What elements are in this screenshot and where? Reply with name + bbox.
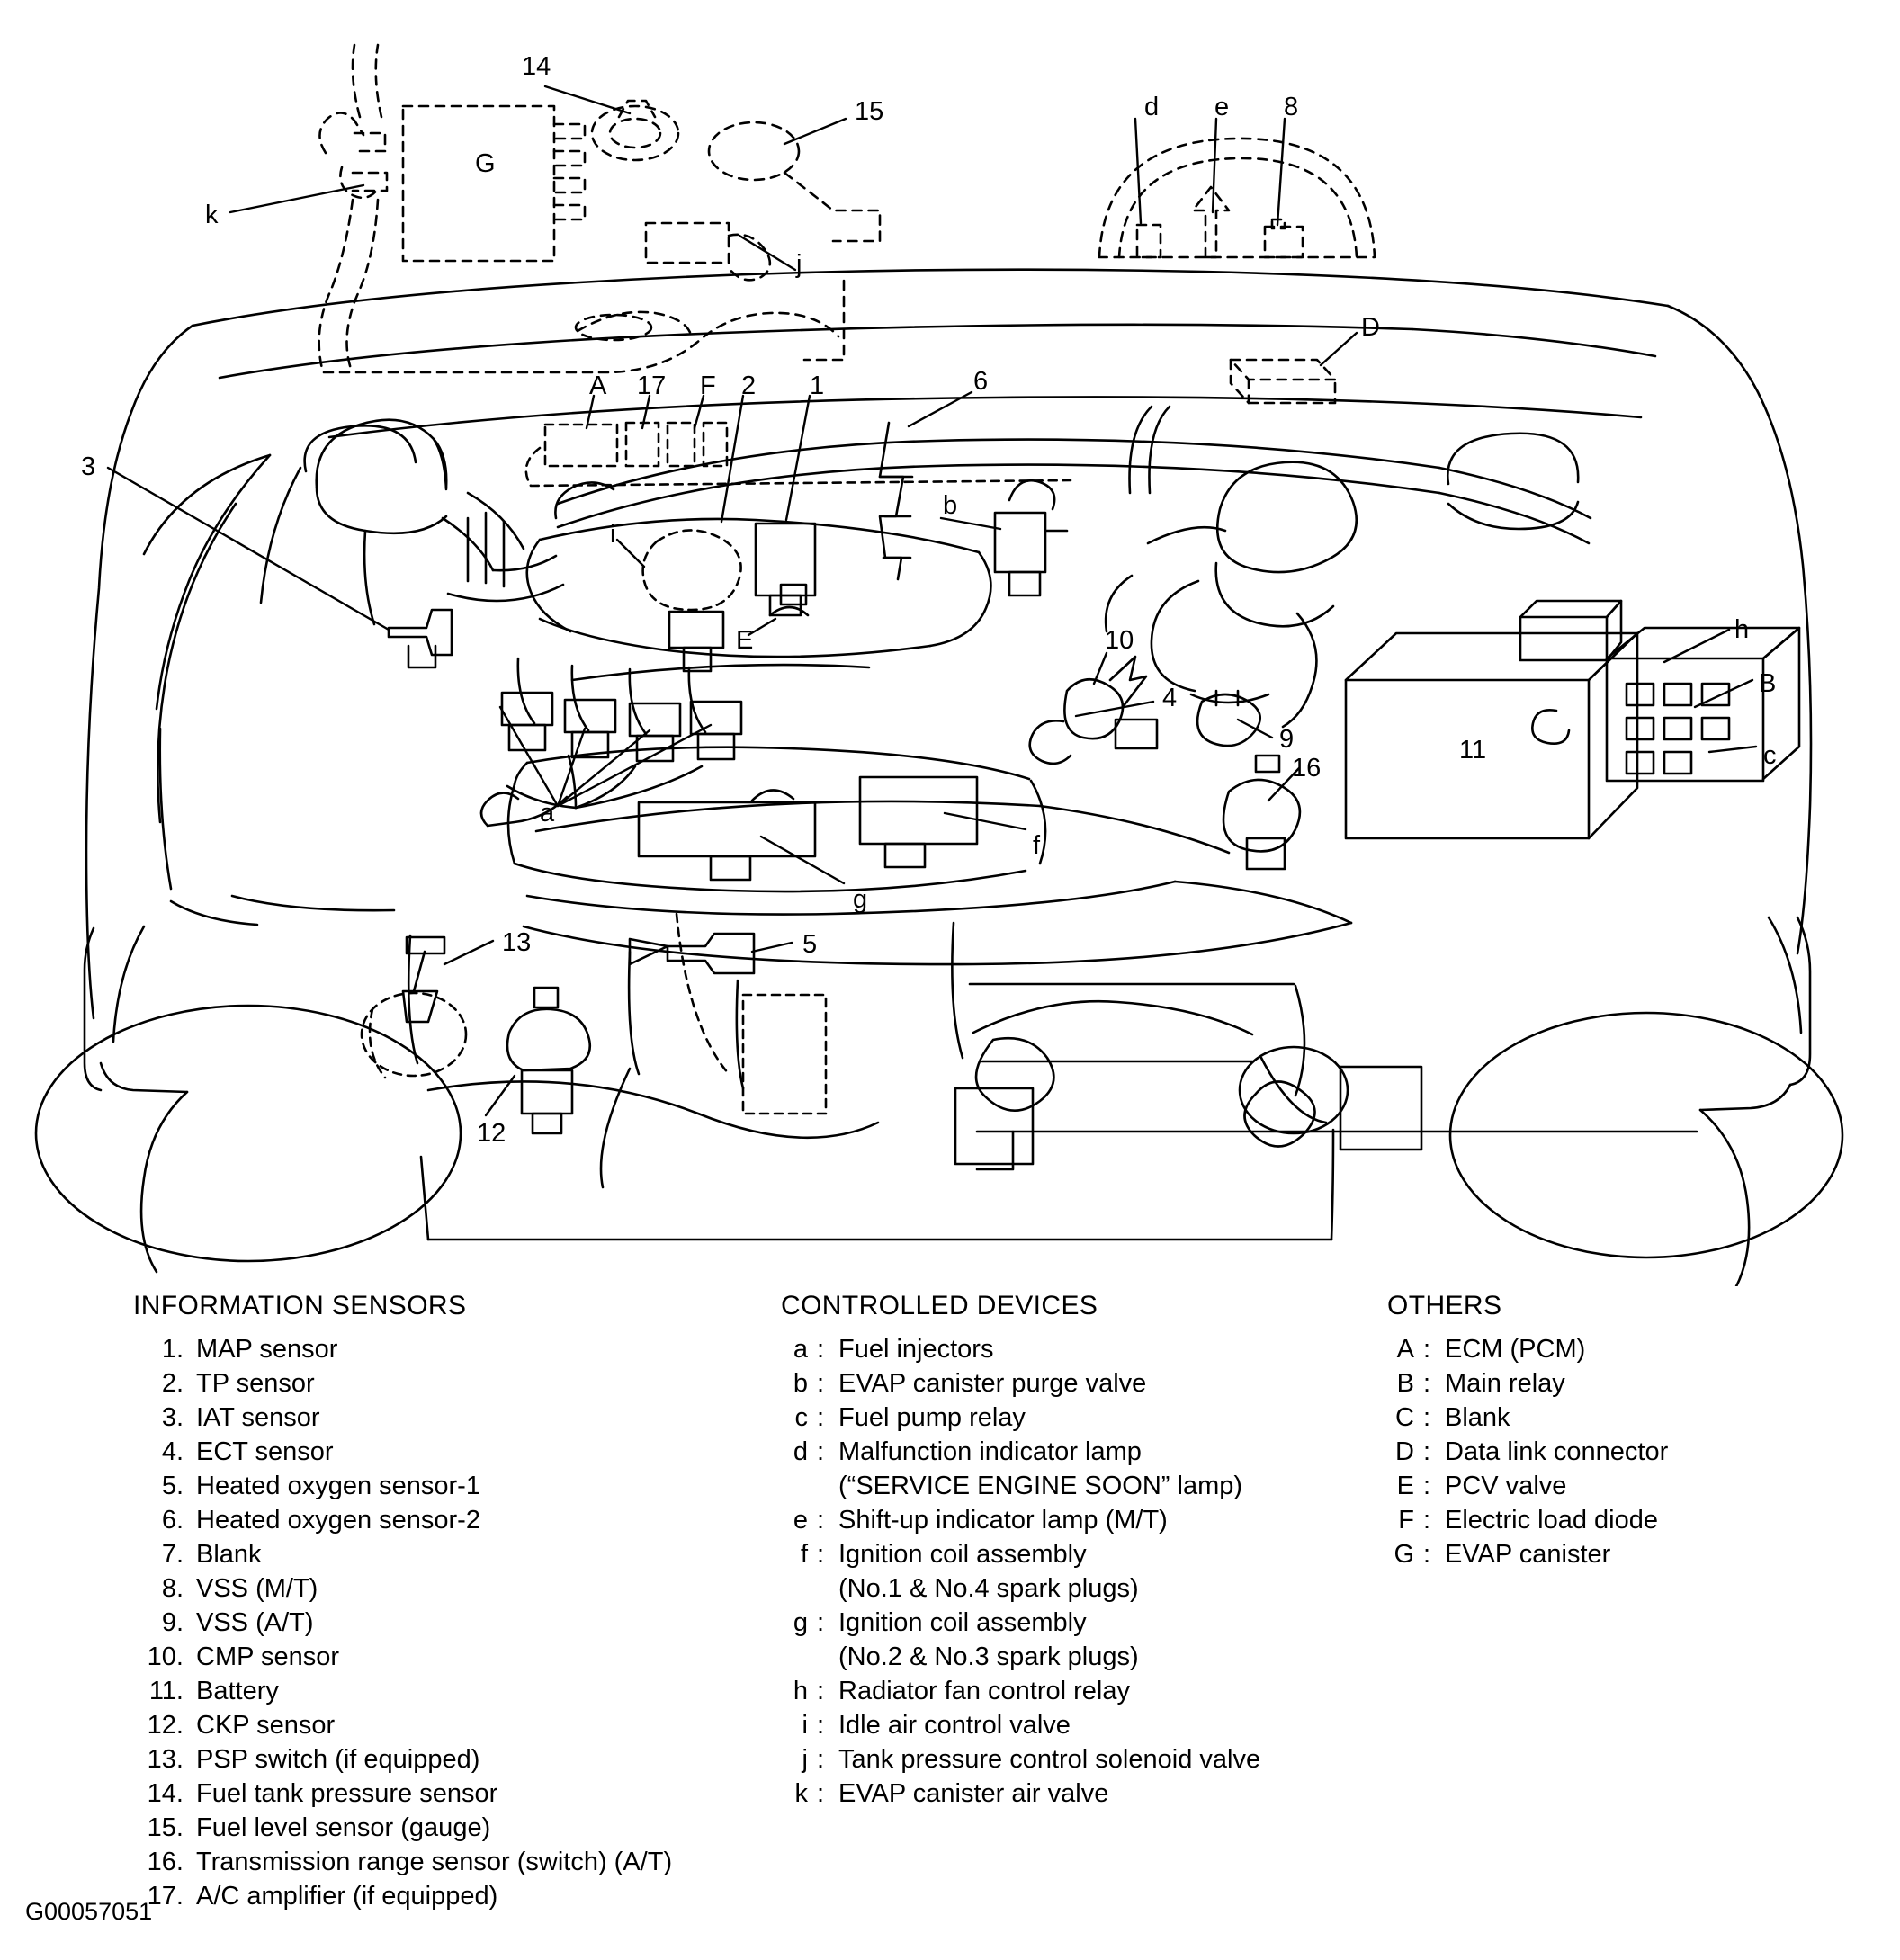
legend-text: ECT sensor	[196, 1437, 334, 1466]
callout-D: D	[1361, 313, 1380, 342]
callout-G: G	[475, 149, 496, 178]
figure-id-label: G00057051	[25, 1898, 153, 1925]
legend-text: Fuel tank pressure sensor	[196, 1779, 498, 1808]
legend-key: 17.	[147, 1882, 184, 1911]
legend-text: A/C amplifier (if equipped)	[196, 1882, 498, 1911]
legend-separator: :	[817, 1506, 825, 1535]
callout-leader-lines	[108, 86, 1756, 1115]
legend-text: Idle air control valve	[838, 1711, 1071, 1740]
legend-key: 12.	[147, 1711, 184, 1740]
legend-text: Fuel pump relay	[838, 1403, 1026, 1432]
legend-separator: :	[1423, 1506, 1431, 1535]
legend-key: A	[1396, 1335, 1414, 1364]
legend-key: 9.	[161, 1608, 184, 1637]
legend-key: 4.	[161, 1437, 184, 1466]
legend-text: Blank	[1445, 1403, 1510, 1432]
callout-E: E	[736, 626, 754, 655]
callout-g: g	[853, 885, 868, 914]
list-item	[133, 1845, 691, 1879]
callout-B: B	[1759, 669, 1777, 698]
list-item	[781, 1332, 1357, 1366]
callout-13: 13	[502, 928, 532, 957]
legend-key: 11.	[148, 1677, 184, 1705]
callout-b: b	[943, 491, 958, 520]
legend-key: g	[793, 1608, 808, 1637]
legend-text: MAP sensor	[196, 1335, 338, 1364]
legend-text: Transmission range sensor (switch) (A/T)	[196, 1848, 673, 1876]
legend-column-controlled-devices	[781, 1291, 1357, 1811]
callout-d: d	[1144, 93, 1160, 121]
legend-key: 2.	[161, 1369, 184, 1398]
callout-f: f	[1033, 831, 1041, 860]
legend-separator: :	[1423, 1437, 1431, 1466]
callout-F: F	[700, 371, 716, 400]
legend-text: Electric load diode	[1445, 1506, 1658, 1535]
legend-subtext: (No.1 & No.4 spark plugs)	[838, 1574, 1139, 1603]
engine-assembly	[305, 407, 1799, 1187]
legend-key: D	[1395, 1437, 1414, 1466]
list-item	[781, 1742, 1357, 1777]
list-item	[133, 1469, 691, 1503]
legend-subtext: (No.2 & No.3 spark plugs)	[838, 1642, 1139, 1671]
data-link-connector	[1231, 360, 1335, 403]
legend-separator: :	[817, 1608, 825, 1637]
legend-text: Radiator fan control relay	[838, 1677, 1130, 1705]
legend-column-others	[1387, 1291, 1855, 1571]
legend-text: Heated oxygen sensor-1	[196, 1472, 480, 1500]
list-item	[781, 1537, 1357, 1571]
legend-text: TP sensor	[196, 1369, 315, 1398]
legend-separator: :	[817, 1335, 825, 1364]
list-item	[1387, 1503, 1855, 1537]
legend-column-information-sensors	[133, 1291, 691, 1913]
list-item	[133, 1435, 691, 1469]
callout-14: 14	[522, 52, 551, 81]
legend-separator: :	[817, 1369, 825, 1398]
evap-canister-inset	[319, 45, 880, 372]
callout-11: 11	[1459, 736, 1487, 765]
legend-key: 3.	[161, 1403, 184, 1432]
legend-key: 10.	[147, 1642, 184, 1671]
list-item	[133, 1503, 691, 1537]
legend-key: 14.	[147, 1779, 184, 1808]
legend-key: d	[793, 1437, 808, 1466]
legend-text: Heated oxygen sensor-2	[196, 1506, 480, 1535]
list-item	[133, 1742, 691, 1777]
legend-list-information-sensors	[133, 1332, 691, 1913]
legend-list-others	[1387, 1332, 1855, 1571]
callout-k: k	[205, 201, 219, 229]
legend-key: F	[1398, 1506, 1414, 1535]
legend-text: Ignition coil assembly	[838, 1540, 1087, 1569]
legend-key: 6.	[161, 1506, 184, 1535]
legend-text: Data link connector	[1445, 1437, 1669, 1466]
callout-16: 16	[1292, 754, 1322, 783]
legend-key: G	[1394, 1540, 1414, 1569]
list-item	[133, 1674, 691, 1708]
callout-8: 8	[1284, 93, 1299, 121]
legend-subtext: (“SERVICE ENGINE SOON” lamp)	[838, 1472, 1243, 1500]
list-item	[1387, 1332, 1855, 1366]
legend-key: 1.	[161, 1335, 184, 1364]
legend-text: PCV valve	[1445, 1472, 1567, 1500]
legend-separator: :	[817, 1437, 825, 1466]
legend-key: 13.	[147, 1745, 184, 1774]
legend-separator: :	[1423, 1335, 1431, 1364]
legend-separator: :	[817, 1711, 825, 1740]
list-item	[133, 1640, 691, 1674]
callout-c: c	[1763, 741, 1777, 770]
legend-key: C	[1395, 1403, 1414, 1432]
list-item	[781, 1777, 1357, 1811]
legend-title-information-sensors: INFORMATION SENSORS	[133, 1291, 467, 1320]
list-item	[1387, 1435, 1855, 1469]
legend-key: f	[800, 1540, 808, 1569]
legend-key: 16.	[147, 1848, 184, 1876]
list-item	[1387, 1537, 1855, 1571]
legend-key: 8.	[161, 1574, 184, 1603]
list-item	[133, 1708, 691, 1742]
callout-j: j	[796, 250, 802, 279]
legend-text: Malfunction indicator lamp	[838, 1437, 1142, 1466]
list-item	[133, 1332, 691, 1366]
callout-e: e	[1214, 93, 1230, 121]
list-item	[133, 1777, 691, 1811]
list-item	[133, 1571, 691, 1606]
callout-6: 6	[973, 367, 989, 396]
list-item	[781, 1503, 1357, 1537]
callout-17: 17	[637, 371, 667, 400]
list-item	[133, 1811, 691, 1845]
legend-key: 5.	[161, 1472, 184, 1500]
legend-separator: :	[817, 1540, 825, 1569]
legend-text: Tank pressure control solenoid valve	[838, 1745, 1261, 1774]
legend-list-controlled-devices	[781, 1332, 1357, 1811]
list-item	[1387, 1366, 1855, 1401]
callout-4: 4	[1162, 684, 1178, 712]
legend-text: ECM (PCM)	[1445, 1335, 1586, 1364]
legend-separator: :	[1423, 1472, 1431, 1500]
instrument-cluster-inset	[1099, 139, 1375, 257]
legend-key: 7.	[161, 1540, 184, 1569]
legend-key: e	[793, 1506, 808, 1535]
legend-separator: :	[817, 1779, 825, 1808]
legend-key: a	[793, 1335, 808, 1364]
list-item	[133, 1537, 691, 1571]
legend-text: Ignition coil assembly	[838, 1608, 1087, 1637]
legend-separator: :	[1423, 1403, 1431, 1432]
callout-h: h	[1734, 615, 1750, 644]
legend-key: c	[794, 1403, 808, 1432]
legend-text: VSS (A/T)	[196, 1608, 314, 1637]
legend-key: B	[1396, 1369, 1414, 1398]
legend-key: j	[802, 1745, 808, 1774]
callout-12: 12	[477, 1119, 506, 1148]
legend-key: k	[794, 1779, 808, 1808]
legend-text: EVAP canister	[1445, 1540, 1611, 1569]
legend-separator: :	[1423, 1369, 1431, 1398]
callout-a: a	[540, 799, 555, 828]
callout-3: 3	[81, 452, 96, 481]
legend-separator: :	[817, 1745, 825, 1774]
list-item	[781, 1401, 1357, 1435]
legend-key: i	[802, 1711, 808, 1740]
list-item	[781, 1606, 1357, 1640]
callout-9: 9	[1279, 725, 1295, 754]
list-item	[781, 1674, 1357, 1708]
callout-2: 2	[741, 371, 757, 400]
legend-text: Shift-up indicator lamp (M/T)	[838, 1506, 1168, 1535]
legend-text: Battery	[196, 1677, 279, 1705]
callout-A: A	[589, 371, 607, 400]
legend-text: Main relay	[1445, 1369, 1565, 1398]
legend-text: Blank	[196, 1540, 262, 1569]
legend-title-others: OTHERS	[1387, 1291, 1502, 1320]
list-item	[781, 1366, 1357, 1401]
legend-separator: :	[1423, 1540, 1431, 1569]
callout-1: 1	[810, 371, 825, 400]
callout-15: 15	[855, 97, 884, 126]
callout-i: i	[610, 520, 616, 549]
legend-text: PSP switch (if equipped)	[196, 1745, 480, 1774]
legend-text: CMP sensor	[196, 1642, 340, 1671]
list-item	[1387, 1401, 1855, 1435]
list-item	[133, 1366, 691, 1401]
legend-key: 15.	[147, 1813, 184, 1842]
callout-5: 5	[802, 930, 818, 959]
legend-text: VSS (M/T)	[196, 1574, 318, 1603]
legend	[0, 1291, 1900, 1920]
legend-text: IAT sensor	[196, 1403, 320, 1432]
legend-text: CKP sensor	[196, 1711, 336, 1740]
legend-key: b	[793, 1369, 808, 1398]
list-item	[1387, 1469, 1855, 1503]
list-item	[781, 1708, 1357, 1742]
legend-separator: :	[817, 1403, 825, 1432]
callout-10: 10	[1105, 626, 1134, 655]
legend-text: Fuel level sensor (gauge)	[196, 1813, 491, 1842]
list-item	[133, 1606, 691, 1640]
legend-text: EVAP canister purge valve	[838, 1369, 1147, 1398]
legend-text: Fuel injectors	[838, 1335, 994, 1364]
legend-separator: :	[817, 1677, 825, 1705]
list-item	[781, 1435, 1357, 1469]
legend-key: E	[1396, 1472, 1414, 1500]
list-item	[133, 1401, 691, 1435]
list-item	[133, 1879, 691, 1913]
legend-key: h	[793, 1677, 808, 1705]
legend-text: EVAP canister air valve	[838, 1779, 1109, 1808]
legend-title-controlled-devices: CONTROLLED DEVICES	[781, 1291, 1098, 1320]
